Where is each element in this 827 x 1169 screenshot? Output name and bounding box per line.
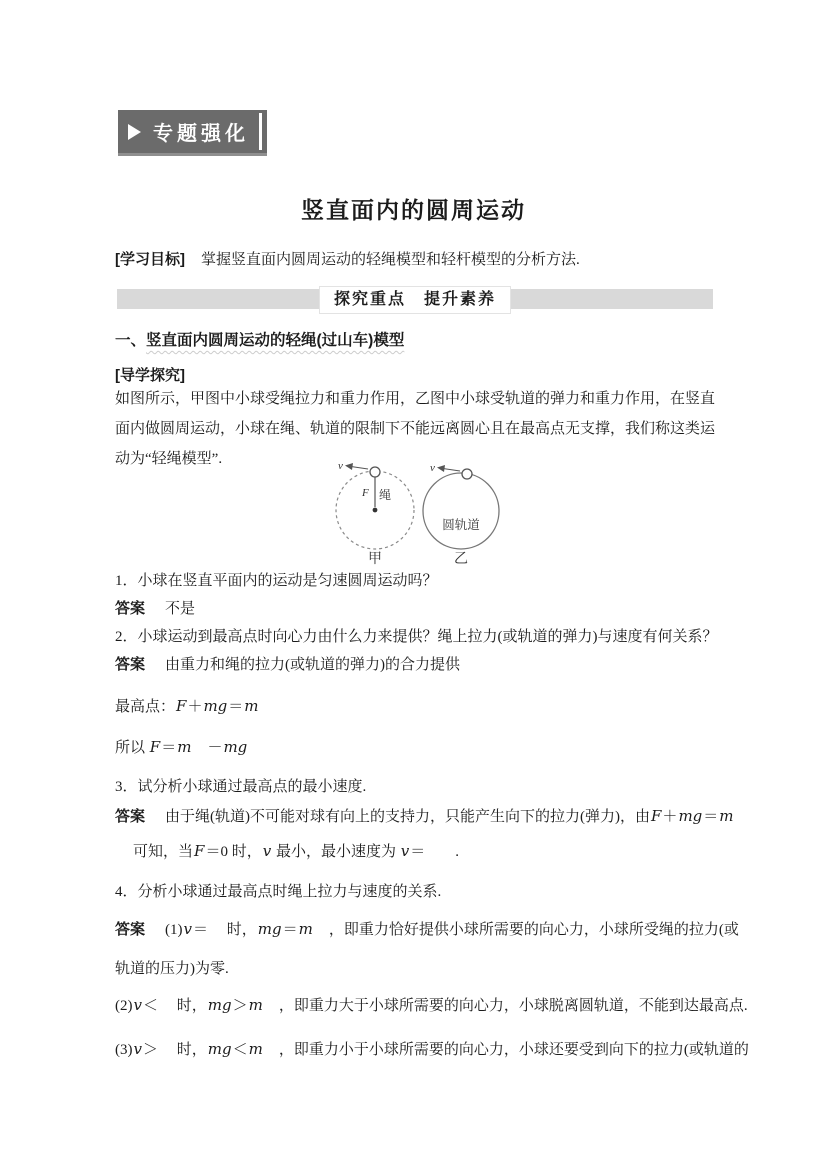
intro-line: 面内做圆周运动，小球在绳、轨道的限制下不能远离圆心且在最高点无支撑，我们称这类运	[115, 421, 716, 437]
answer-label: 答案	[115, 600, 146, 617]
section-heading-number: 一、	[115, 332, 147, 349]
answer-1	[115, 598, 735, 620]
answer-4-line2: 轨道的压力)为零.	[115, 961, 229, 977]
learning-objective	[115, 249, 735, 271]
figure-caption-right: 乙	[454, 552, 468, 566]
objective-text: 掌握竖直面内圆周运动的轻绳模型和轻杆模型的分析方法.	[201, 252, 580, 268]
formula-top-point: 最高点：F＋mg＝m	[115, 697, 259, 715]
center-dot	[373, 508, 378, 513]
topic-badge	[118, 110, 267, 156]
answer-4-line1	[115, 918, 739, 941]
velocity-arrowhead	[437, 465, 445, 472]
answer-3-text: 由于绳(轨道)不可能对球有向上的支持力，只能产生向下的拉力(弹力)，由F＋mg＝m	[165, 807, 734, 825]
formula-therefore: 所以 F＝m －mg	[115, 738, 248, 756]
velocity-arrow	[443, 469, 460, 472]
track-circle-path	[423, 473, 499, 549]
answer-2	[115, 654, 735, 676]
play-triangle-icon	[128, 124, 141, 140]
answer-4-item3: (3)v＞ 时，mg＜m ，即重力小于小球所需要的向心力，小球还要受到向下的拉力(或轨道的	[115, 1040, 749, 1058]
answer-2-text: 由重力和绳的拉力(或轨道的弹力)的合力提供	[165, 657, 461, 673]
intro-line: 动为“轻绳模型”.	[115, 451, 223, 467]
answer-label: 答案	[115, 808, 146, 825]
answer-3-line2: 可知，当F＝0 时，v 最小，最小速度为 v＝ .	[133, 842, 459, 860]
ball	[370, 467, 380, 477]
figure-caption-left: 甲	[368, 552, 382, 566]
velocity-label: v	[338, 460, 343, 472]
banner-highlight: 探究重点 提升素养	[319, 286, 511, 314]
badge-stripe-decoration	[259, 113, 262, 150]
answer-4-item2: (2)v＜ 时，mg＞m ，即重力大于小球所需要的向心力，小球脱离圆轨道，不能到达最高点.	[115, 996, 748, 1014]
section-heading	[115, 330, 735, 352]
answer-4-text: (1)v＝ 时，mg＝m ，即重力恰好提供小球所需要的向心力，小球所受绳的拉力(或	[165, 920, 739, 938]
intro-line: 如图所示，甲图中小球受绳拉力和重力作用，乙图中小球受轨道的弹力和重力作用，在竖直	[115, 391, 716, 407]
track-label: 圆轨道	[442, 518, 480, 532]
topic-badge-label: 专题强化	[153, 123, 249, 145]
velocity-arrow	[351, 467, 368, 470]
page-title: 竖直面内的圆周运动	[301, 197, 526, 223]
answer-3-line1	[115, 805, 735, 828]
figure-track-model	[423, 462, 499, 566]
question-3: 3．试分析小球通过最高点的最小速度.	[115, 779, 367, 795]
lead-label: [导学探究]	[115, 367, 185, 384]
ball	[462, 469, 472, 479]
question-4: 4．分析小球通过最高点时绳上拉力与速度的关系.	[115, 884, 442, 900]
question-2: 2．小球运动到最高点时向心力由什么力来提供？绳上拉力(或轨道的弹力)与速度有何关系？	[115, 629, 718, 645]
force-label: F	[362, 487, 369, 499]
answer-label: 答案	[115, 921, 146, 938]
figure-diagram	[318, 460, 518, 566]
figure-rope-model	[336, 460, 414, 566]
velocity-label: v	[430, 462, 435, 474]
velocity-arrowhead	[345, 463, 353, 470]
answer-label: 答案	[115, 656, 146, 673]
question-1: 1．小球在竖直平面内的运动是匀速圆周运动吗？	[115, 573, 438, 589]
section-heading-text: 竖直面内圆周运动的轻绳(过山车)模型	[146, 332, 405, 349]
section-banner	[117, 289, 713, 309]
rope-label: 绳	[379, 488, 392, 502]
objective-label: [学习目标]	[115, 251, 185, 268]
answer-1-text: 不是	[165, 601, 196, 617]
